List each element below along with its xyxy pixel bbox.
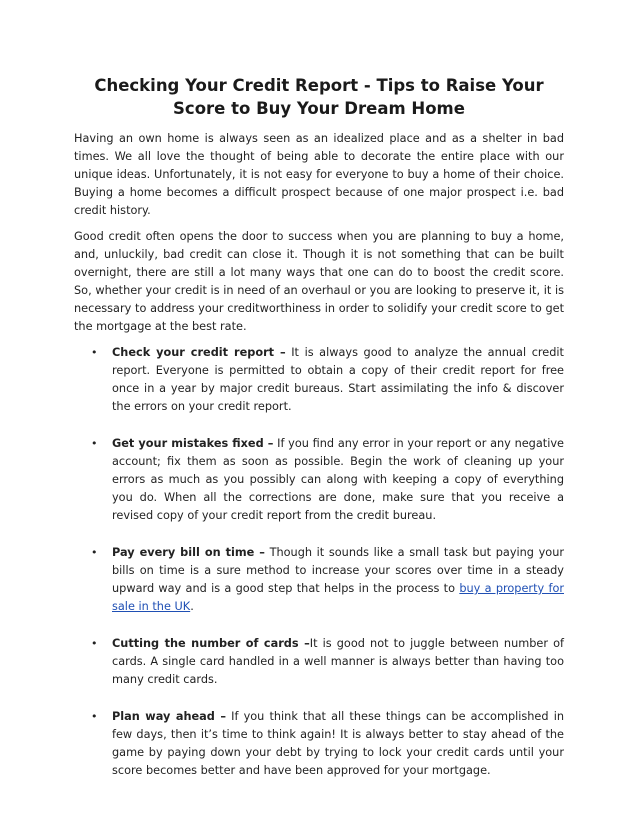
credit-paragraph: Good credit often opens the door to success when you are planning to buy a home, and, unluckily, bad credit can close it. Though it is not something that can be built overnight, there are still a lot many ways that one can do to boost the credit score. So, whether your credit is in need of an overhaul or you are looking to preserve it, it is necessary to address your creditworthiness in order to solidify your credit score to get the mortgage at the best rate. (74, 230, 564, 333)
list-item (74, 435, 564, 525)
tip-text: It is always good to analyze the annual credit report. Everyone is permitted to obtain a copy of their credit report for free once in a year by major credit bureaus. Start assimilating the info & discover the errors on your credit report. (112, 346, 564, 413)
bullet-icon: • (91, 637, 98, 650)
list-item (74, 635, 564, 689)
tips-list (74, 344, 564, 780)
tip-text: Though it sounds like a small task but paying your bills on time is a sure method to increase your scores over time in a steady upward way and is a good step that helps in the process to (112, 546, 565, 595)
property-link[interactable]: buy a property for sale in the UK (112, 582, 564, 613)
bullet-icon: • (91, 437, 98, 450)
document-title: Checking Your Credit Report - Tips to Raise Your Score to Buy Your Dream Home (94, 76, 544, 118)
tip-text: It is good not to juggle between number of cards. A single card handled in a well manner is always better than having too many credit cards. (112, 637, 565, 686)
tip-text-end: . (190, 600, 194, 613)
list-item (74, 344, 564, 416)
tip-heading: Cutting the number of cards – (112, 637, 310, 650)
tip-heading: Check your credit report – (112, 346, 286, 359)
bullet-icon: • (91, 710, 98, 723)
tip-text: If you think that all these things can be accomplished in few days, then it’s time to think again! It is always better to stay ahead of the game by paying down your debt by trying to lock your credit cards until your score becomes better and have been approved for your mortgage. (112, 710, 564, 777)
list-item (74, 544, 564, 616)
tip-heading: Get your mistakes fixed – (112, 437, 274, 450)
tip-text: If you find any error in your report or any negative account; fix them as soon as possible. Begin the work of cleaning up your errors as much as you possibly can along with keeping a copy of everything you do. When all the corrections are done, make sure that you receive a revised copy of your credit report from the credit bureau. (112, 437, 564, 522)
tip-heading: Plan way ahead – (112, 710, 226, 723)
tip-heading: Pay every bill on time – (112, 546, 265, 559)
bullet-icon: • (91, 546, 98, 559)
document-page (74, 74, 564, 799)
list-item (74, 708, 564, 780)
intro-paragraph: Having an own home is always seen as an idealized place and as a shelter in bad times. We all love the thought of being able to decorate the entire place with our unique ideas. Unfortunately, it is not easy for everyone to buy a home of their choice. Buying a home becomes a difficult prospect because of one major prospect i.e. bad credit history. (74, 132, 564, 217)
bullet-icon: • (91, 346, 98, 359)
